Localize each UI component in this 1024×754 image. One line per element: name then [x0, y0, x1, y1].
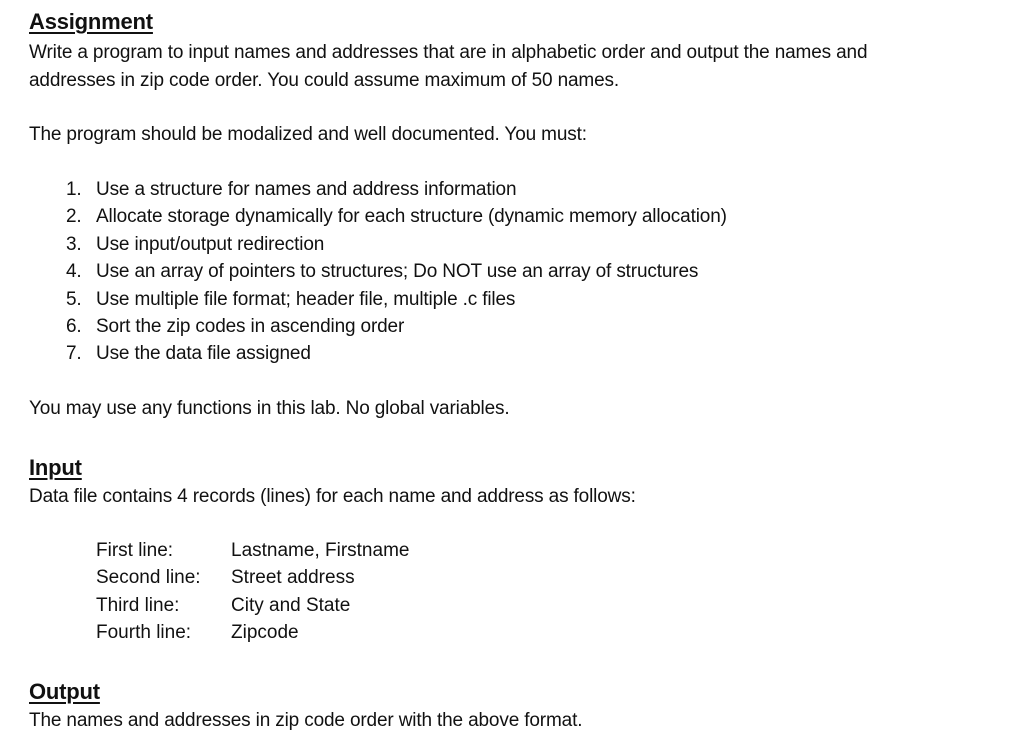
- record-value: Street address: [231, 567, 355, 588]
- requirement-text: Use a structure for names and address information: [96, 179, 517, 200]
- assignment-heading: Assignment: [29, 9, 153, 34]
- requirement-number: 5.: [66, 289, 82, 310]
- record-label: First line:: [96, 540, 174, 561]
- intro-line-1: Write a program to input names and addresses that are in alphabetic order and output the names and: [29, 42, 868, 63]
- record-value: Lastname, Firstname: [231, 540, 410, 561]
- requirement-number: 1.: [66, 179, 82, 200]
- requirements-intro: The program should be modalized and well documented. You must:: [29, 124, 587, 145]
- requirement-text: Use multiple file format; header file, multiple .c files: [96, 289, 516, 310]
- requirement-item: [66, 289, 515, 311]
- requirement-text: Use input/output redirection: [96, 234, 325, 255]
- requirement-number: 3.: [66, 234, 82, 255]
- functions-note: You may use any functions in this lab. No global variables.: [29, 398, 510, 419]
- requirement-item: [66, 343, 311, 365]
- input-heading: Input: [29, 455, 82, 480]
- requirement-item: [66, 261, 698, 283]
- requirement-number: 6.: [66, 316, 82, 337]
- requirement-text: Use an array of pointers to structures; Do NOT use an array of structures: [96, 261, 699, 282]
- requirement-number: 7.: [66, 343, 82, 364]
- requirement-text: Use the data file assigned: [96, 343, 311, 364]
- record-label: Second line:: [96, 567, 201, 588]
- requirement-text: Allocate storage dynamically for each structure (dynamic memory allocation): [96, 206, 727, 227]
- requirement-item: [66, 206, 727, 228]
- record-value: Zipcode: [231, 622, 299, 643]
- intro-line-2: addresses in zip code order. You could assume maximum of 50 names.: [29, 70, 619, 91]
- requirement-text: Sort the zip codes in ascending order: [96, 316, 405, 337]
- requirement-number: 4.: [66, 261, 82, 282]
- record-label: Fourth line:: [96, 622, 192, 643]
- requirement-item: [66, 234, 324, 256]
- requirement-number: 2.: [66, 206, 82, 227]
- requirement-item: [66, 316, 404, 338]
- record-value: City and State: [231, 595, 351, 616]
- output-heading: Output: [29, 679, 100, 704]
- requirement-item: [66, 179, 516, 201]
- output-description: The names and addresses in zip code order with the above format.: [29, 710, 583, 731]
- input-description: Data file contains 4 records (lines) for each name and address as follows:: [29, 486, 636, 507]
- record-label: Third line:: [96, 595, 180, 616]
